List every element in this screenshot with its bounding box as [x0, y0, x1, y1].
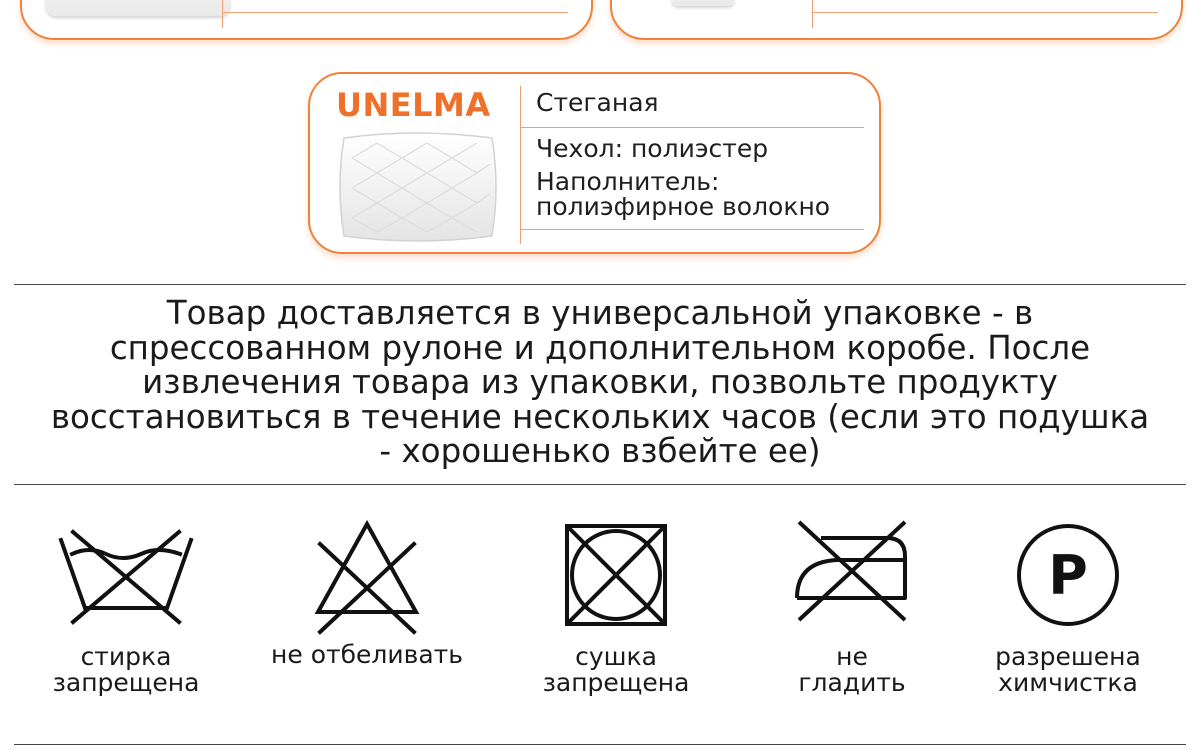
care-label: стирка запрещена: [52, 642, 200, 697]
care-item-no-tumble-dry: [526, 516, 706, 696]
notice-line: извлечения товара из упаковки, позвольте продукту: [142, 363, 1058, 401]
care-label: сушка запрещена: [542, 642, 690, 697]
product-card-partial-left: [20, 0, 593, 40]
product-card: [308, 72, 881, 254]
care-item-dry-clean: [978, 516, 1158, 696]
dry-clean-symbol: P: [1048, 544, 1088, 607]
card-divider-vertical: [222, 0, 223, 28]
no-bleach-icon: [312, 516, 422, 638]
product-filling-label: Наполнитель:: [536, 167, 720, 196]
card-divider-vertical: [812, 0, 813, 28]
card-divider-horizontal: [222, 12, 568, 13]
divider-top: [14, 284, 1186, 285]
divider-bottom: [14, 744, 1186, 745]
divider-middle: [14, 484, 1186, 485]
product-filling-value: полиэфирное волокно: [536, 192, 831, 221]
notice-line: восстановиться в течение нескольких часов (если это подушка: [50, 397, 1150, 436]
notice-line: спрессованном рулоне и дополнительном коробе. После: [109, 328, 1091, 367]
card-divider-vertical: [520, 86, 521, 244]
pillow-image: [672, 0, 734, 6]
care-item-no-wash: [36, 516, 216, 696]
notice-line: - хорошенько взбейте ее): [379, 432, 821, 470]
card-divider-horizontal: [520, 229, 864, 230]
card-divider-horizontal: [812, 12, 1158, 13]
card-divider-horizontal: [520, 127, 864, 128]
care-item-no-iron: [762, 516, 942, 696]
care-item-no-bleach: [262, 516, 472, 668]
product-cover: Чехол: полиэстер: [536, 134, 769, 163]
notice-line: Товар доставляется в универсальной упаковке - в: [166, 294, 1034, 332]
product-type: Стеганая: [536, 88, 659, 117]
product-card-partial-right: [610, 0, 1183, 40]
care-label: не гладить: [798, 642, 906, 697]
no-iron-icon: [787, 516, 917, 632]
care-label: разрешена химчистка: [995, 642, 1141, 697]
no-wash-icon: [51, 516, 201, 632]
no-tumble-dry-icon: [561, 516, 671, 632]
pillow-image: [46, 0, 230, 16]
brand-name: UNELMA: [336, 86, 491, 124]
pillow-image: [332, 128, 502, 246]
dry-clean-p-icon: [1013, 516, 1123, 632]
care-label: не отбеливать: [271, 640, 463, 669]
delivery-notice: [14, 296, 1186, 469]
